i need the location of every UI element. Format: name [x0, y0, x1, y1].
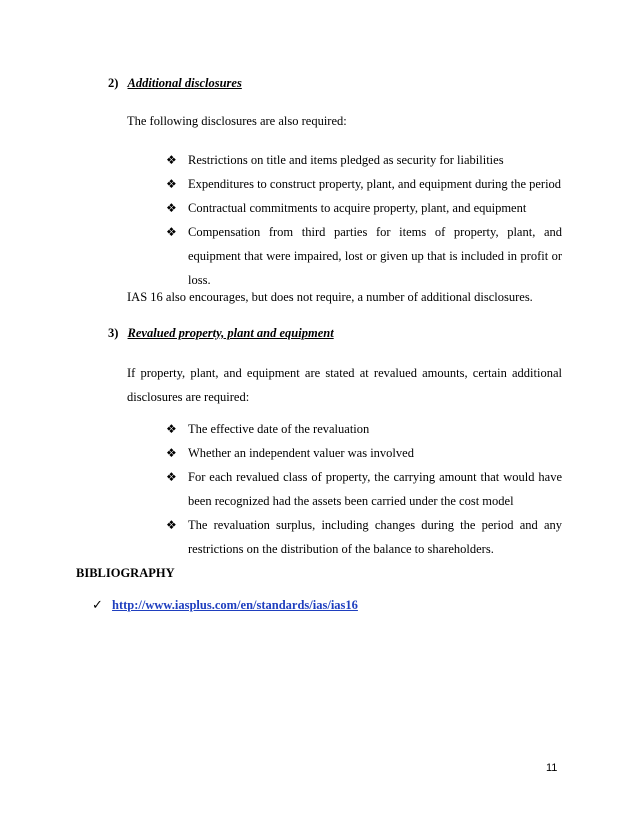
list-item: ❖ For each revalued class of property, the carrying amount that would have been recognized had the assets been carried under the cost model [160, 465, 562, 513]
diamond-bullet-icon: ❖ [166, 446, 177, 460]
diamond-bullet-icon: ❖ [166, 225, 177, 239]
section-3-number: 3) [108, 326, 119, 340]
bibliography-entry [92, 598, 358, 613]
section-3-intro: If property, plant, and equipment are stated at revalued amounts, certain additional disclosures are required: [127, 366, 562, 404]
list-item: ❖ Contractual commitments to acquire property, plant, and equipment [160, 196, 562, 220]
diamond-bullet-icon: ❖ [166, 201, 177, 215]
section-2-closing: IAS 16 also encourages, but does not require, a number of additional disclosures. [127, 290, 533, 304]
section-2-heading [108, 76, 242, 91]
diamond-bullet-icon: ❖ [166, 518, 177, 532]
diamond-bullet-icon: ❖ [166, 177, 177, 191]
section-3-title: Revalued property, plant and equipment [127, 326, 334, 340]
list-item: ❖ Restrictions on title and items pledged as security for liabilities [160, 148, 562, 172]
bibliography-link[interactable]: http://www.iasplus.com/en/standards/ias/ias16 [112, 598, 358, 612]
check-mark-icon: ✓ [92, 598, 103, 613]
list-item: ❖ Expenditures to construct property, plant, and equipment during the period [160, 172, 562, 196]
bibliography-heading: BIBLIOGRAPHY [76, 566, 175, 580]
section-3-bullet-list [160, 417, 562, 561]
section-2-number: 2) [108, 76, 119, 90]
diamond-bullet-icon: ❖ [166, 153, 177, 167]
list-item: ❖ The revaluation surplus, including changes during the period and any restrictions on the distribution of the balance to shareholders. [160, 513, 562, 561]
page-number: 11 [546, 762, 558, 774]
list-item: ❖ The effective date of the revaluation [160, 417, 562, 441]
section-2-title: Additional disclosures [127, 76, 242, 90]
diamond-bullet-icon: ❖ [166, 470, 177, 484]
diamond-bullet-icon: ❖ [166, 422, 177, 436]
section-2-bullet-list [160, 148, 562, 292]
list-item: ❖ Whether an independent valuer was involved [160, 441, 562, 465]
list-item: ❖ Compensation from third parties for items of property, plant, and equipment that were impaired, lost or given up that is included in profit or loss. [160, 220, 562, 292]
section-3-heading [108, 326, 334, 341]
section-2-intro: The following disclosures are also required: [127, 114, 347, 128]
